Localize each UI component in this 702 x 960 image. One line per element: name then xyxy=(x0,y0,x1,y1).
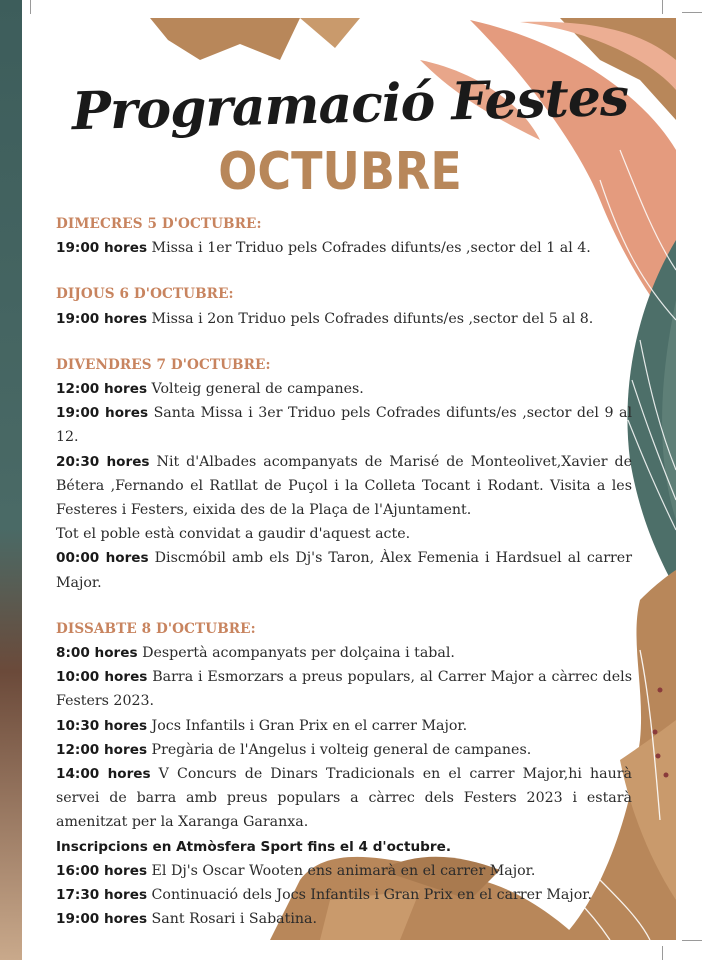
month-title: OCTUBRE xyxy=(218,140,462,202)
page-title: Programació Festes xyxy=(71,66,629,143)
event-hour: 12:00 hores xyxy=(56,741,148,758)
day-section xyxy=(56,282,632,330)
event-line xyxy=(56,450,632,523)
event-line xyxy=(56,641,632,665)
event-line xyxy=(56,738,632,762)
day-heading: DIVENDRES 7 D'OCTUBRE: xyxy=(56,356,271,373)
gold-leaf-shape xyxy=(300,18,360,48)
registration-note: Inscripcions en Atmòsfera Sport fins el 4 d'octubre. xyxy=(56,838,451,855)
event-line xyxy=(56,546,632,594)
decorative-dot xyxy=(653,730,658,735)
event-text: Jocs Infantils i Gran Prix en el carrer Major. xyxy=(147,717,468,734)
event-hour: 12:00 hores xyxy=(56,381,148,398)
event-text: V Concurs de Dinars Tradicionals en el carrer Major,hi haurà servei de barra amb preus populars a càrrec dels Festers 2023 i estarà amenitzat per la Xaranga Garanxa. xyxy=(56,766,632,831)
decorative-dot xyxy=(656,754,661,759)
event-hour: 19:00 hores xyxy=(56,405,149,422)
event-line xyxy=(56,401,632,449)
event-text: Discmóbil amb els Dj's Taron, Àlex Femenia i Hardsuel al carrer Major. xyxy=(56,550,632,591)
event-line xyxy=(56,859,632,883)
event-text: Volteig general de campanes. xyxy=(147,381,364,398)
event-text: Santa Missa i 3er Triduo pels Cofrades difunts/es ,sector del 9 al 12. xyxy=(56,405,632,446)
event-text: El Dj's Oscar Wooten ens animarà en el carrer Major. xyxy=(147,862,536,879)
event-line xyxy=(56,236,632,260)
event-text: Sant Rosari i Sabatina. xyxy=(147,911,317,928)
event-line xyxy=(56,665,632,713)
day-section xyxy=(56,353,632,595)
event-hour: 19:00 hores xyxy=(56,911,148,928)
gold-leaf-shape xyxy=(150,18,300,60)
event-line xyxy=(56,907,632,931)
event-hour: 10:30 hores xyxy=(56,717,148,734)
day-section xyxy=(56,212,632,260)
event-hour: 20:30 hores xyxy=(56,453,150,470)
event-hour: 14:00 hores xyxy=(56,766,151,783)
event-text: Missa i 2on Triduo pels Cofrades difunts/es ,sector del 5 al 8. xyxy=(147,310,594,327)
event-line xyxy=(56,714,632,738)
event-line xyxy=(56,762,632,835)
event-text: Continuació dels Jocs Infantils i Gran Prix en el carrer Major. xyxy=(147,887,592,904)
event-hour: 10:00 hores xyxy=(56,669,148,686)
event-hour: 16:00 hores xyxy=(56,862,148,879)
event-text: Despertà acompanyats per dolçaina i tabal. xyxy=(137,645,455,662)
event-text: Tot el poble està convidat a gaudir d'aquest acte. xyxy=(56,526,411,543)
event-text: Pregària de l'Angelus i volteig general de campanes. xyxy=(147,741,532,758)
day-heading: DISSABTE 8 D'OCTUBRE: xyxy=(56,620,256,637)
event-text: Barra i Esmorzars a preus populars, al Carrer Major a càrrec dels Festers 2023. xyxy=(56,669,632,710)
event-line xyxy=(56,307,632,331)
event-hour: 17:30 hores xyxy=(56,887,148,904)
event-hour: 8:00 hores xyxy=(56,645,138,662)
decorative-dot xyxy=(664,773,669,778)
event-hour: 00:00 hores xyxy=(56,550,149,567)
day-section xyxy=(56,617,632,932)
event-text: Nit d'Albades acompanyats de Marisé de Monteolivet,Xavier de Bétera ,Fernando el Ratllat de Puçol i la Colleta Tocant i Rodant. Visita a les Festeres i Festers, eixida des de la Plaça de l'Ajuntament. xyxy=(56,453,632,519)
event-line xyxy=(56,522,632,546)
decorative-dot xyxy=(658,688,663,693)
event-line xyxy=(56,883,632,907)
event-hour: 19:00 hores xyxy=(56,310,148,327)
event-text: Missa i 1er Triduo pels Cofrades difunts/es ,sector del 1 al 4. xyxy=(147,240,591,257)
event-hour: 19:00 hores xyxy=(56,240,148,257)
schedule-content xyxy=(56,212,632,953)
day-heading: DIJOUS 6 D'OCTUBRE: xyxy=(56,286,234,303)
event-line xyxy=(56,377,632,401)
day-heading: DIMECRES 5 D'OCTUBRE: xyxy=(56,216,262,232)
